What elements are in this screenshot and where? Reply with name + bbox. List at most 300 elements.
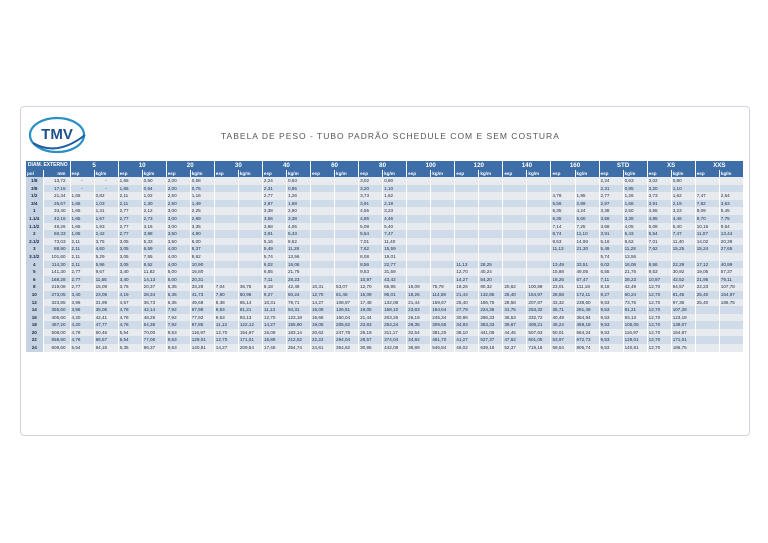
table-row bbox=[26, 336, 744, 344]
diameter-header: DIAM. EXTERNO bbox=[26, 161, 70, 170]
weight-cell: 2,25 bbox=[190, 207, 214, 215]
weight-cell: 93,13 bbox=[623, 314, 647, 322]
weight-cell: 132,08 bbox=[383, 299, 407, 307]
weight-cell: 441,06 bbox=[479, 329, 503, 337]
thickness-cell: 9,53 bbox=[166, 344, 190, 352]
weight-cell: 67,98 bbox=[190, 306, 214, 314]
weight-cell: 9,67 bbox=[94, 268, 118, 276]
thickness-cell: 3,38 bbox=[262, 207, 286, 215]
weight-cell: 5,40 bbox=[383, 223, 407, 231]
thickness-cell: 14,27 bbox=[455, 276, 479, 284]
nominal-size-cell: 1.1/4 bbox=[26, 215, 43, 223]
outer-diameter-cell: 609,60 bbox=[43, 344, 70, 352]
thickness-cell: 12,70 bbox=[214, 336, 238, 344]
thickness-cell: 12,70 bbox=[647, 329, 671, 337]
outer-diameter-cell: 141,30 bbox=[43, 268, 70, 276]
thickness-cell: 7,11 bbox=[599, 276, 623, 284]
weight-cell: 41,73 bbox=[190, 291, 214, 299]
weight-cell bbox=[335, 207, 359, 215]
thickness-cell: 7,82 bbox=[695, 200, 719, 208]
weight-cell: 96,37 bbox=[142, 344, 166, 352]
weight-cell bbox=[431, 192, 455, 200]
weight-cell: 13,44 bbox=[719, 230, 743, 238]
weight-cell: 1,03 bbox=[94, 200, 118, 208]
weight-cell: - bbox=[94, 185, 118, 193]
weight-cell: 527,37 bbox=[479, 336, 503, 344]
weight-cell bbox=[238, 253, 262, 261]
weight-cell: 28,23 bbox=[623, 276, 647, 284]
weight-cell bbox=[431, 245, 455, 253]
thickness-cell: 28,58 bbox=[503, 299, 527, 307]
thickness-cell: 3,56 bbox=[262, 215, 286, 223]
weight-cell bbox=[431, 223, 455, 231]
weight-cell: 254,74 bbox=[286, 344, 310, 352]
weight-cell: 28,23 bbox=[286, 276, 310, 284]
thickness-cell: 3,73 bbox=[359, 192, 383, 200]
thickness-cell: 9,53 bbox=[214, 314, 238, 322]
thickness-cell: 12,70 bbox=[310, 291, 334, 299]
weight-cell: 332,72 bbox=[527, 314, 551, 322]
thickness-cell bbox=[214, 245, 238, 253]
weight-cell: 254,24 bbox=[383, 321, 407, 329]
weight-cell bbox=[479, 253, 503, 261]
table-row bbox=[26, 268, 744, 276]
outer-diameter-cell: 21,34 bbox=[43, 192, 70, 200]
thickness-cell: 2,11 bbox=[118, 200, 142, 208]
nominal-size-cell: 3/8 bbox=[26, 185, 43, 193]
thickness-cell: 45,24 bbox=[551, 321, 575, 329]
thickness-cell: 31,75 bbox=[503, 306, 527, 314]
thickness-cell: 2,24 bbox=[262, 177, 286, 185]
thickness-cell: 1,65 bbox=[70, 207, 94, 215]
thickness-cell: 7,92 bbox=[166, 321, 190, 329]
kgm-header: kg/m bbox=[383, 170, 407, 177]
thickness-cell: 33,32 bbox=[551, 299, 575, 307]
weight-cell: 1,62 bbox=[383, 192, 407, 200]
weight-cell: 209,54 bbox=[238, 344, 262, 352]
thickness-cell bbox=[407, 200, 431, 208]
thickness-cell: 4,19 bbox=[118, 291, 142, 299]
thickness-cell: 3,02 bbox=[359, 177, 383, 185]
schedule-weight-table bbox=[26, 161, 744, 352]
weight-cell: 672,73 bbox=[575, 336, 599, 344]
table-row bbox=[26, 291, 744, 299]
thickness-cell: 3,96 bbox=[70, 306, 94, 314]
weight-cell bbox=[335, 215, 359, 223]
weight-cell: 4,24 bbox=[575, 207, 599, 215]
thickness-cell: 4,00 bbox=[166, 253, 190, 261]
weight-cell: 442,08 bbox=[383, 344, 407, 352]
weight-cell: 459,18 bbox=[575, 321, 599, 329]
thickness-cell bbox=[503, 238, 527, 246]
weight-cell bbox=[719, 321, 743, 329]
weight-cell: 4,60 bbox=[94, 245, 118, 253]
weight-cell bbox=[335, 185, 359, 193]
weight-cell: 22,29 bbox=[671, 261, 695, 269]
weight-cell: 364,94 bbox=[575, 314, 599, 322]
schedule-header: 120 bbox=[455, 161, 503, 170]
thickness-cell: 3,91 bbox=[599, 230, 623, 238]
weight-cell: 2,19 bbox=[383, 200, 407, 208]
weight-cell: 27,65 bbox=[719, 245, 743, 253]
esp-header: esp bbox=[407, 170, 431, 177]
thickness-cell: 2,00 bbox=[166, 177, 190, 185]
schedule-header: 100 bbox=[407, 161, 455, 170]
outer-diameter-cell: 457,20 bbox=[43, 321, 70, 329]
esp-header: esp bbox=[551, 170, 575, 177]
kgm-header: kg/m bbox=[94, 170, 118, 177]
weight-cell: 49,05 bbox=[575, 268, 599, 276]
weight-cell bbox=[719, 336, 743, 344]
thickness-cell bbox=[310, 185, 334, 193]
thickness-cell: 8,56 bbox=[647, 261, 671, 269]
thickness-cell: 5,74 bbox=[599, 253, 623, 261]
weight-cell: 3,63 bbox=[719, 200, 743, 208]
thickness-cell: 9,53 bbox=[599, 314, 623, 322]
weight-cell: 4,46 bbox=[671, 215, 695, 223]
thickness-cell: 6,35 bbox=[118, 344, 142, 352]
weight-cell: 2,73 bbox=[142, 215, 166, 223]
thickness-cell bbox=[214, 238, 238, 246]
weight-cell: 1,95 bbox=[575, 192, 599, 200]
weight-cell: 15,25 bbox=[671, 245, 695, 253]
kgm-header: kg/m bbox=[479, 170, 503, 177]
weight-cell: 5,43 bbox=[623, 230, 647, 238]
weight-cell: 114,59 bbox=[431, 291, 455, 299]
thickness-cell: 2,77 bbox=[118, 215, 142, 223]
weight-cell: 67,47 bbox=[575, 276, 599, 284]
thickness-cell: 1,65 bbox=[70, 192, 94, 200]
thickness-cell: 7,04 bbox=[214, 283, 238, 291]
thickness-cell bbox=[407, 245, 431, 253]
thickness-cell: 10,16 bbox=[695, 223, 719, 231]
weight-cell: 9,54 bbox=[719, 223, 743, 231]
thickness-cell: 47,62 bbox=[503, 336, 527, 344]
weight-cell: 4,05 bbox=[286, 223, 310, 231]
weight-cell: 126,51 bbox=[335, 306, 359, 314]
thickness-cell bbox=[647, 253, 671, 261]
thickness-cell bbox=[407, 276, 431, 284]
weight-cell bbox=[527, 192, 551, 200]
nominal-size-cell: 6 bbox=[26, 276, 43, 284]
thickness-cell: 5,00 bbox=[166, 276, 190, 284]
thickness-cell: 12,70 bbox=[647, 306, 671, 314]
weight-cell: 21,76 bbox=[286, 268, 310, 276]
weight-cell: 2,42 bbox=[94, 230, 118, 238]
thickness-cell: 7,62 bbox=[647, 245, 671, 253]
weight-cell: 122,12 bbox=[238, 321, 262, 329]
thickness-cell: 28,58 bbox=[551, 291, 575, 299]
weight-cell bbox=[479, 192, 503, 200]
weight-cell: 54,20 bbox=[479, 276, 503, 284]
thickness-cell bbox=[407, 192, 431, 200]
weight-cell bbox=[335, 245, 359, 253]
weight-cell bbox=[527, 223, 551, 231]
weight-cell: 3,35 bbox=[190, 223, 214, 231]
kgm-header: kg/m bbox=[335, 170, 359, 177]
schedule-header: 60 bbox=[310, 161, 358, 170]
weight-cell: 60,46 bbox=[94, 329, 118, 337]
weight-cell: 8,62 bbox=[623, 238, 647, 246]
thickness-cell: 3,05 bbox=[118, 238, 142, 246]
esp-header: esp bbox=[262, 170, 286, 177]
thickness-cell bbox=[407, 177, 431, 185]
kgm-header: kg/m bbox=[431, 170, 455, 177]
nominal-size-cell: 3/4 bbox=[26, 200, 43, 208]
weight-cell: 21,76 bbox=[623, 268, 647, 276]
thickness-cell bbox=[407, 268, 431, 276]
outer-diameter-cell: 101,60 bbox=[43, 253, 70, 261]
thickness-cell: 3,00 bbox=[166, 207, 190, 215]
weight-cell: 1,68 bbox=[623, 200, 647, 208]
weight-cell bbox=[238, 207, 262, 215]
thickness-cell: 3,73 bbox=[647, 192, 671, 200]
thickness-cell: - bbox=[70, 185, 94, 193]
thickness-cell: 6,35 bbox=[551, 215, 575, 223]
nominal-size-cell: 1/2 bbox=[26, 192, 43, 200]
thickness-cell: 3,02 bbox=[647, 177, 671, 185]
weight-cell: 2,89 bbox=[190, 215, 214, 223]
weight-cell: 16,06 bbox=[623, 261, 647, 269]
thickness-cell: 5,54 bbox=[118, 329, 142, 337]
thickness-cell: 2,87 bbox=[262, 200, 286, 208]
weight-cell: 116,97 bbox=[623, 329, 647, 337]
outer-diameter-cell: 60,33 bbox=[43, 230, 70, 238]
weight-cell: 43,42 bbox=[383, 276, 407, 284]
thickness-cell: 36,53 bbox=[503, 314, 527, 322]
thickness-cell bbox=[214, 192, 238, 200]
weight-cell: 224,36 bbox=[479, 306, 503, 314]
weight-cell bbox=[431, 200, 455, 208]
thickness-cell: 4,20 bbox=[70, 321, 94, 329]
nominal-size-cell: 8 bbox=[26, 283, 43, 291]
weight-cell bbox=[335, 192, 359, 200]
nominal-size-cell: 2.1/2 bbox=[26, 238, 43, 246]
weight-cell bbox=[719, 329, 743, 337]
weight-cell: 1,67 bbox=[94, 215, 118, 223]
weight-cell: 183,14 bbox=[286, 329, 310, 337]
thickness-cell bbox=[407, 215, 431, 223]
weight-cell: 87,85 bbox=[190, 321, 214, 329]
weight-cell: 205,62 bbox=[335, 321, 359, 329]
thickness-cell: 2,77 bbox=[118, 207, 142, 215]
nominal-size-cell: 1 bbox=[26, 207, 43, 215]
thickness-cell: 21,95 bbox=[695, 276, 719, 284]
table-row bbox=[26, 238, 744, 246]
weight-cell: 408,21 bbox=[527, 321, 551, 329]
weight-cell: 49,68 bbox=[190, 299, 214, 307]
thickness-cell bbox=[310, 245, 334, 253]
weight-cell: 5,60 bbox=[575, 215, 599, 223]
esp-header: esp bbox=[695, 170, 719, 177]
weight-cell: 1,68 bbox=[286, 200, 310, 208]
weight-cell bbox=[238, 185, 262, 193]
thickness-cell: 15,09 bbox=[262, 329, 286, 337]
esp-header: esp bbox=[647, 170, 671, 177]
thickness-cell: 8,38 bbox=[214, 299, 238, 307]
thickness-cell: 27,79 bbox=[455, 306, 479, 314]
thickness-cell: 28,57 bbox=[359, 336, 383, 344]
weight-cell: 0,80 bbox=[383, 177, 407, 185]
thickness-cell: 15,09 bbox=[310, 306, 334, 314]
weight-cell: 207,87 bbox=[527, 299, 551, 307]
thickness-cell: 2,77 bbox=[118, 230, 142, 238]
weight-cell: 8,62 bbox=[190, 253, 214, 261]
thickness-cell bbox=[695, 177, 719, 185]
thickness-cell: 14,27 bbox=[262, 321, 286, 329]
weight-cell bbox=[335, 261, 359, 269]
thickness-cell: 7,92 bbox=[166, 314, 190, 322]
thickness-cell: 18,26 bbox=[407, 291, 431, 299]
weight-cell: 65,14 bbox=[238, 299, 262, 307]
thickness-cell: 2,11 bbox=[70, 245, 94, 253]
weight-cell: 48,26 bbox=[142, 314, 166, 322]
nominal-size-cell: 4 bbox=[26, 261, 43, 269]
weight-cell: 21,30 bbox=[575, 245, 599, 253]
thickness-cell: 17,48 bbox=[262, 344, 286, 352]
weight-cell: 2,12 bbox=[142, 207, 166, 215]
thickness-cell bbox=[695, 344, 719, 352]
weight-cell: 60,24 bbox=[623, 291, 647, 299]
weight-cell: 5,29 bbox=[94, 253, 118, 261]
weight-cell: 116,97 bbox=[190, 329, 214, 337]
thickness-cell: 14,27 bbox=[310, 299, 334, 307]
table-row bbox=[26, 207, 744, 215]
thickness-cell: 1,65 bbox=[70, 215, 94, 223]
weight-cell bbox=[527, 268, 551, 276]
thickness-cell: 15,09 bbox=[407, 283, 431, 291]
thickness-cell: 3,91 bbox=[647, 200, 671, 208]
thickness-cell: 8,08 bbox=[359, 253, 383, 261]
weight-cell: 129,01 bbox=[190, 336, 214, 344]
weight-cell: 4,46 bbox=[383, 215, 407, 223]
table-row bbox=[26, 185, 744, 193]
outer-diameter-cell: 168,28 bbox=[43, 276, 70, 284]
kgm-header: kg/m bbox=[286, 170, 310, 177]
weight-cell: 6,00 bbox=[190, 238, 214, 246]
weight-cell: 11,28 bbox=[623, 245, 647, 253]
outer-diameter-cell: 406,60 bbox=[43, 314, 70, 322]
thickness-cell: 4,55 bbox=[359, 207, 383, 215]
weight-cell bbox=[335, 268, 359, 276]
thickness-cell: 2,31 bbox=[599, 185, 623, 193]
weight-cell: 70,00 bbox=[142, 329, 166, 337]
thickness-cell: 5,49 bbox=[599, 245, 623, 253]
schedule-header: XS bbox=[647, 161, 695, 170]
thickness-cell: 20,62 bbox=[503, 283, 527, 291]
weight-cell: 186,75 bbox=[719, 299, 743, 307]
thickness-cell: 7,80 bbox=[214, 291, 238, 299]
thickness-cell: 3,00 bbox=[166, 223, 190, 231]
thickness-cell: 3,05 bbox=[118, 261, 142, 269]
thickness-cell: 19,05 bbox=[695, 268, 719, 276]
weight-cell: 1,30 bbox=[142, 200, 166, 208]
weight-cell: 719,16 bbox=[527, 344, 551, 352]
thickness-cell: 17,12 bbox=[695, 261, 719, 269]
thickness-cell: 30,96 bbox=[359, 344, 383, 352]
thickness-cell bbox=[214, 215, 238, 223]
weight-cell bbox=[719, 253, 743, 261]
thickness-cell: 5,56 bbox=[551, 200, 575, 208]
thickness-cell bbox=[455, 245, 479, 253]
thickness-cell bbox=[214, 268, 238, 276]
thickness-cell: 1,65 bbox=[118, 185, 142, 193]
thickness-cell: 1,65 bbox=[70, 200, 94, 208]
weight-cell: 105,05 bbox=[623, 321, 647, 329]
thickness-cell: 7,11 bbox=[262, 276, 286, 284]
unit-header-row bbox=[26, 170, 744, 177]
weight-cell bbox=[238, 223, 262, 231]
thickness-cell: 1,65 bbox=[70, 230, 94, 238]
weight-cell: 42,14 bbox=[142, 306, 166, 314]
thickness-cell bbox=[310, 207, 334, 215]
thickness-cell: 14,02 bbox=[695, 238, 719, 246]
weight-cell: 160,04 bbox=[335, 314, 359, 322]
weight-cell: 171,01 bbox=[671, 336, 695, 344]
weight-cell: 0,80 bbox=[671, 177, 695, 185]
weight-cell bbox=[238, 192, 262, 200]
thickness-cell: 6,35 bbox=[166, 299, 190, 307]
thickness-cell: 23,01 bbox=[551, 283, 575, 291]
thickness-cell bbox=[310, 230, 334, 238]
thickness-cell: 18,26 bbox=[551, 276, 575, 284]
thickness-cell bbox=[503, 200, 527, 208]
thickness-cell: 25,40 bbox=[695, 291, 719, 299]
nominal-size-cell: 3.1/2 bbox=[26, 253, 43, 261]
thickness-cell: 7,62 bbox=[359, 245, 383, 253]
thickness-cell: 2,77 bbox=[118, 223, 142, 231]
table-row bbox=[26, 276, 744, 284]
weight-cell: 1,49 bbox=[190, 200, 214, 208]
thickness-cell: 3,68 bbox=[262, 223, 286, 231]
thickness-cell: 34,93 bbox=[455, 321, 479, 329]
weight-cell: 374,04 bbox=[383, 336, 407, 344]
thickness-cell: 12,70 bbox=[647, 344, 671, 352]
weight-cell: 11,28 bbox=[286, 245, 310, 253]
thickness-cell: 12,70 bbox=[647, 299, 671, 307]
weight-cell bbox=[431, 230, 455, 238]
kgm-header: kg/m bbox=[671, 170, 695, 177]
weight-cell: 281,49 bbox=[575, 306, 599, 314]
weight-cell: 47,77 bbox=[94, 321, 118, 329]
esp-header: esp bbox=[599, 170, 623, 177]
thickness-cell: 3,91 bbox=[262, 230, 286, 238]
thickness-cell: 22,22 bbox=[310, 336, 334, 344]
weight-cell: 0,50 bbox=[142, 177, 166, 185]
weight-cell: 36,76 bbox=[238, 283, 262, 291]
weight-cell bbox=[431, 253, 455, 261]
weight-cell: 30,92 bbox=[671, 268, 695, 276]
kgm-header: kg/m bbox=[527, 170, 551, 177]
thickness-cell: 9,53 bbox=[599, 336, 623, 344]
thickness-cell bbox=[455, 215, 479, 223]
thickness-cell: 9,53 bbox=[359, 268, 383, 276]
thickness-cell: 3,56 bbox=[599, 215, 623, 223]
weight-cell: 172,11 bbox=[575, 291, 599, 299]
esp-header: esp bbox=[70, 170, 94, 177]
weight-cell: 123,18 bbox=[286, 314, 310, 322]
schedule-header: STD bbox=[599, 161, 647, 170]
weight-cell: - bbox=[94, 177, 118, 185]
weight-cell bbox=[527, 253, 551, 261]
weight-cell: 19,01 bbox=[383, 253, 407, 261]
thickness-cell: 30,96 bbox=[455, 314, 479, 322]
outer-diameter-cell: 73,03 bbox=[43, 238, 70, 246]
weight-cell: 1,26 bbox=[623, 192, 647, 200]
weight-cell: 381,20 bbox=[431, 329, 455, 337]
thickness-cell: 21,44 bbox=[455, 291, 479, 299]
thickness-cell: 5,54 bbox=[70, 344, 94, 352]
